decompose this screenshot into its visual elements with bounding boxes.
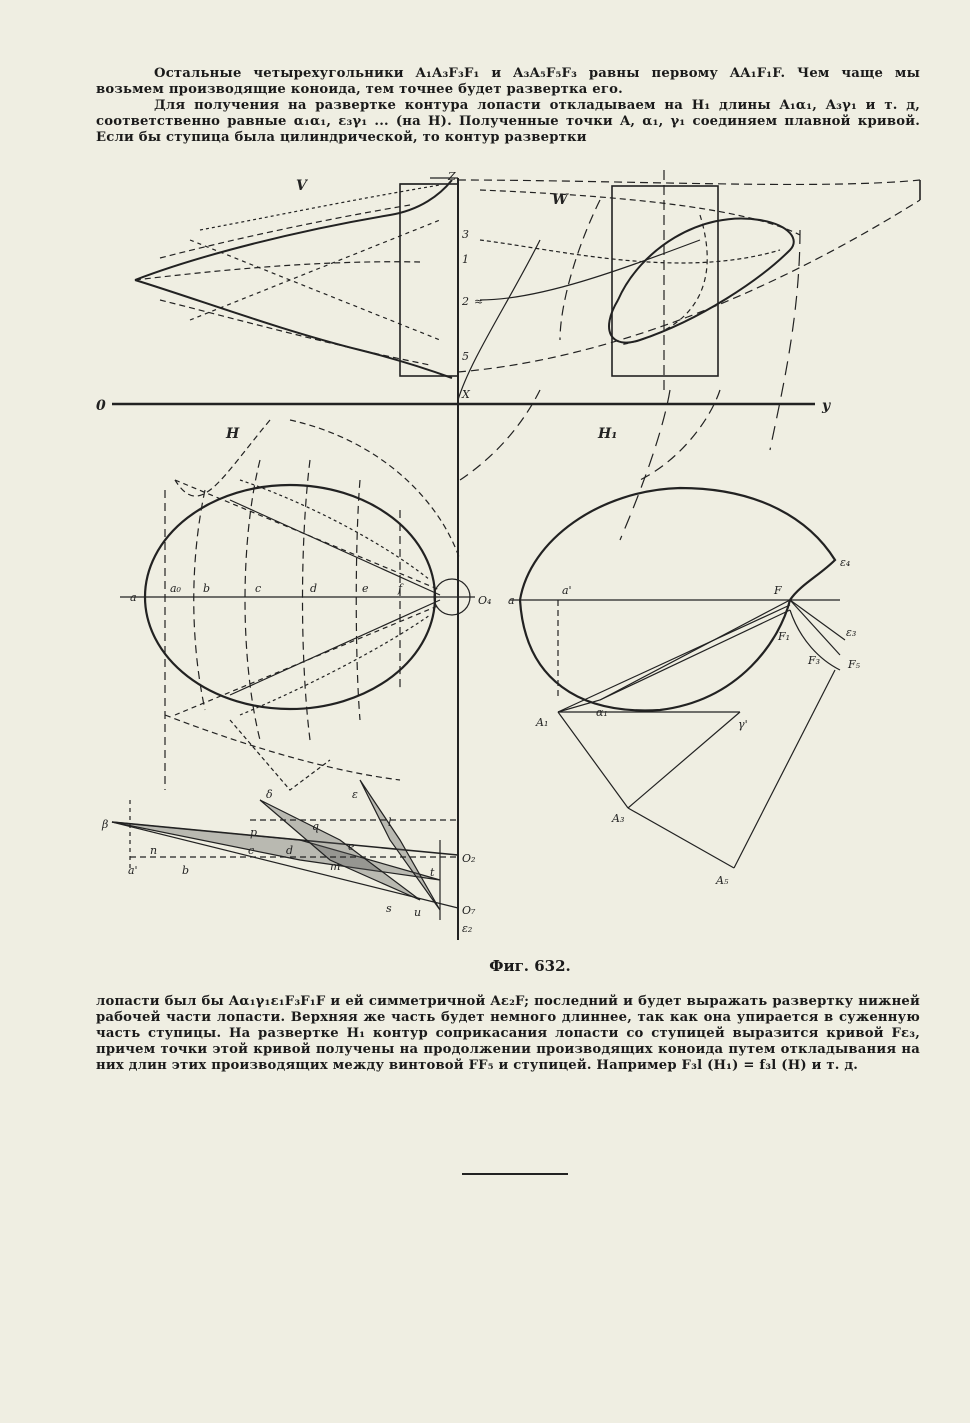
paragraph-3: лопасти был бы Aα₁γ₁ε₁F₃F₁F и ей симметричной Aε₂F; последний и будет выражать развертку нижней рабочей части лопасти. Верхняя же часть будет немного длиннее, так как она упирается в суженную часть ступицы. На развертке H₁ контур соприкасания лопасти со ступицей выразится кривой Fε₃, причем точки этой кривой получены на продолжении производящих коноида путем откладывания на них длин этих производящих между винтовой FF₅ и ступицей. Например F₃l (H₁) = f₃l (H) и т. д. (96, 994, 920, 1073)
blade-h1-outline (520, 488, 835, 710)
label-c-bottom: c (248, 844, 255, 857)
label-b: b (203, 582, 211, 595)
label-5: 5 (462, 350, 469, 363)
figure-632 (0, 160, 970, 940)
label-delta: δ (266, 788, 273, 801)
label-u: u (414, 906, 422, 919)
end-rule (462, 1173, 568, 1175)
label-c: c (255, 582, 262, 595)
label-a0: a₀ (170, 582, 181, 595)
label-Z: Z (448, 170, 456, 183)
label-O2: O₂ (462, 852, 476, 865)
label-A3: A₃ (612, 812, 625, 825)
label-F1: F₁ (778, 630, 791, 643)
label-H1: H₁ (598, 426, 618, 442)
label-gamma1: γ' (738, 718, 748, 731)
blade-w (609, 218, 794, 342)
label-A5: A₅ (716, 874, 729, 887)
label-F5: F₅ (848, 658, 861, 671)
label-3: 3 (462, 228, 469, 241)
label-A1: A₁ (536, 716, 549, 729)
label-eps4: ε₄ (840, 556, 851, 569)
label-V: V (296, 178, 307, 194)
label-q: q (312, 820, 320, 833)
label-n: n (150, 844, 158, 857)
label-b-bottom: b (182, 864, 190, 877)
label-beta: β (102, 818, 109, 831)
label-eps3: ε₃ (846, 626, 857, 639)
label-a-h1: a (508, 594, 515, 607)
label-y: y (822, 398, 831, 414)
label-1: 1 (462, 253, 469, 266)
label-s: s (386, 902, 392, 915)
label-d: d (310, 582, 318, 595)
label-alpha1: α₁ (596, 706, 608, 719)
label-O4: O₄ (478, 594, 492, 607)
label-t: t (430, 866, 435, 879)
label-H: H (226, 426, 240, 442)
label-d-bottom: d (286, 844, 294, 857)
top-text-block (96, 66, 920, 146)
label-p: p (250, 826, 258, 839)
label-l: l (388, 816, 392, 829)
label-eps2: ε₂ (462, 922, 473, 935)
development-lines (558, 600, 790, 712)
label-X: X (462, 388, 470, 401)
label-a: a (130, 591, 137, 604)
blade-v-outline (135, 180, 452, 280)
label-O7: O₇ (462, 904, 476, 917)
bottom-text-block (96, 994, 920, 1074)
label-0: 0 (96, 398, 106, 414)
label-m: m (330, 860, 341, 873)
label-e-bottom: e (348, 840, 355, 853)
label-a-prime: a' (562, 584, 572, 597)
label-eps: ε (352, 788, 358, 801)
label-approx: ≈ (474, 295, 484, 308)
paragraph-2: Для получения на развертке контура лопасти откладываем на H₁ длины A₁α₁, A₃γ₁ и т. д, соответственно равные α₁α₁, ε₃γ₁ ... (на H). Полученные точки A, α₁, γ₁ соединяем плавной кривой. Если бы ступица была цилиндрической, то контур развертки (96, 98, 920, 145)
figure-caption: Фиг. 632. (489, 957, 571, 975)
hub-v (400, 184, 458, 376)
label-a-prime-bottom: a' (128, 864, 138, 877)
label-W: W (552, 192, 568, 208)
label-F3: F₃ (808, 654, 821, 667)
label-e: e (362, 582, 369, 595)
label-f: f (398, 582, 403, 595)
label-F: F (774, 584, 782, 597)
label-2: 2 (462, 295, 469, 308)
paragraph-1: Остальные четырехугольники A₁A₃F₃F₁ и A₃A₅F₅F₃ равны первому AA₁F₁F. Чем чаще мы возьмем производящие коноида, тем точнее будет развертка его. (96, 66, 920, 97)
